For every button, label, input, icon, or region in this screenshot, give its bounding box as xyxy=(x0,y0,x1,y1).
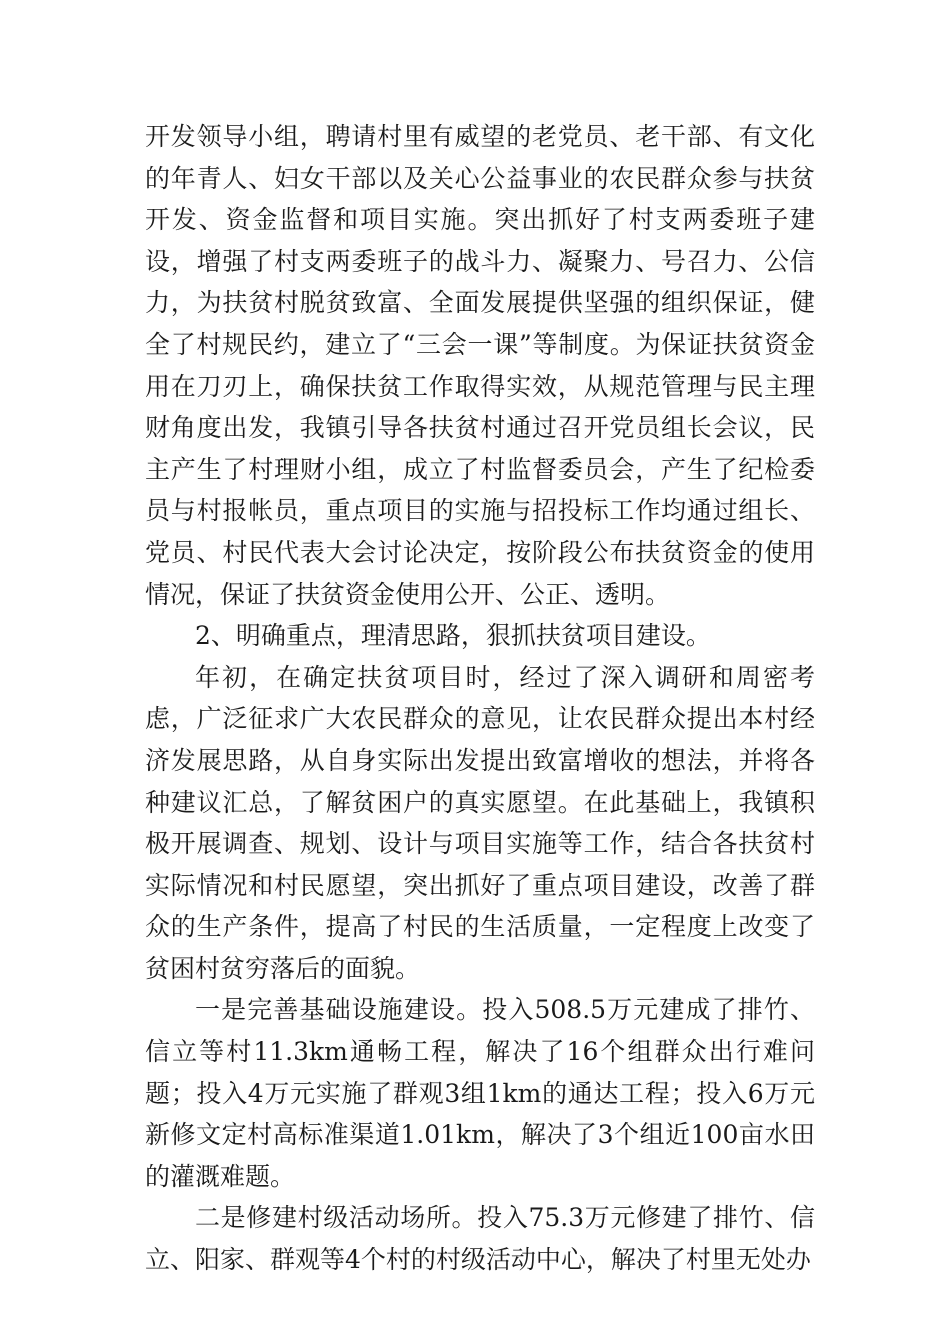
paragraph-infrastructure: 一是完善基础设施建设。投入508.5万元建成了排竹、信立等村11.3km通畅工程，解决了16个组群众出行难问题；投入4万元实施了群观3组1km的通达工程；投入6万元新修文定村高标准渠道1.01km，解决了3个组近100亩水田的灌溉难题。 xyxy=(145,995,815,1191)
paragraph-activity-venues: 二是修建村级活动场所。投入75.3万元修建了排竹、信立、阳家、群观等4个村的村级活动中心，解决了村里无处办 xyxy=(145,1203,815,1275)
paragraph-continued: 开发领导小组，聘请村里有威望的老党员、老干部、有文化的年青人、妇女干部以及关心公益事业的农民群众参与扶贫开发、资金监督和项目实施。突出抓好了村支两委班子建设，增强了村支两委班子的战斗力、凝聚力、号召力、公信力，为扶贫村脱贫致富、全面发展提供坚强的组织保证，健全了村规民约，建立了“三会一课”等制度。为保证扶贫资金用在刀刃上，确保扶贫工作取得实效，从规范管理与民主理财角度出发，我镇引导各扶贫村通过召开党员组长会议，民主产生了村理财小组，成立了村监督委员会，产生了纪检委员与村报帐员，重点项目的实施与招投标工作均通过组长、党员、村民代表大会讨论决定，按阶段公布扶贫资金的使用情况，保证了扶贫资金使用公开、公正、透明。 xyxy=(145,122,815,609)
document-body xyxy=(145,116,815,1281)
paragraph-project-planning: 年初，在确定扶贫项目时，经过了深入调研和周密考虑，广泛征求广大农民群众的意见，让农民群众提出本村经济发展思路，从自身实际出发提出致富增收的想法，并将各种建议汇总，了解贫困户的真实愿望。在此基础上，我镇积极开展调查、规划、设计与项目实施等工作，结合各扶贫村实际情况和村民愿望，突出抓好了重点项目建设，改善了群众的生产条件，提高了村民的生活质量，一定程度上改变了贫困村贫穷落后的面貌。 xyxy=(145,662,815,983)
section-heading: 2、明确重点，理清思路，狠抓扶贫项目建设。 xyxy=(195,621,711,651)
